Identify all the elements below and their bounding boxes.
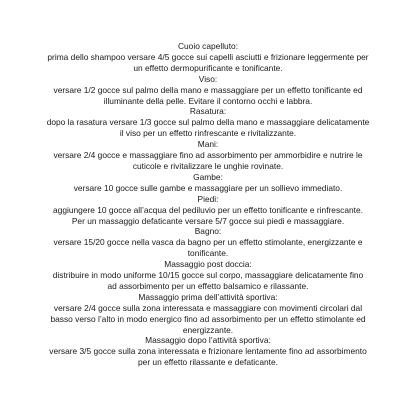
section-text-line: ad assorbimento per un effetto balsamico e rilassante. [107,280,309,291]
section-text-line: versare 10 gocce sulle gambe e massaggiare per un sollievo immediato. [73,182,343,193]
section-text-line: per un effetto rilassante e defaticante. [138,357,278,368]
instructions-document [0,41,416,368]
section-heading: Gambe: [193,171,223,182]
section-text-line: prima dello shampoo versare 4/5 gocce sui capelli asciutti e frizionare leggermente per [47,51,369,62]
section-heading: Cuoio capelluto: [177,41,239,51]
section-text-line: un effetto dermopurificante e tonificante. [133,62,283,73]
section-text-line: versare 1/2 gocce sul palmo della mano e massaggiare per un effetto tonificante ed [53,84,363,95]
section-heading: Massaggio prima dell’attività sportiva: [138,291,278,302]
section-text-line: energizzante. [182,324,234,335]
section-text-line: dopo la rasatura versare 1/3 gocce sul palmo della mano e massaggiare delicatamente [46,117,370,128]
section-text-line: versare 2/4 gocce e massaggiare fino ad assorbimento per ammorbidire e nutrire le [53,150,363,161]
section-text-line: tonificante. [187,248,229,259]
section-heading: Bagno: [194,226,222,237]
section-heading: Rasatura: [189,106,227,117]
section-text-line: il viso per un effetto rinfrescante e rivitalizzante. [119,128,297,139]
section-text-line: distribuire in modo uniforme 10/15 gocce sul corpo, massaggiare delicatamente fino [52,270,364,281]
section-text-line: aggiungere 10 gocce all’acqua del pediluvio per un effetto tonificante e rinfrescante. [53,204,363,215]
section-heading: Mani: [197,139,219,150]
section-heading: Massaggio post doccia: [164,259,252,270]
section-text-line: versare 15/20 gocce nella vasca da bagno per un effetto stimolante, energizzante e [53,237,363,248]
section-text-line: illuminante della pelle. Evitare il contorno occhi e labbra. [103,95,313,106]
section-text-line: cuticole e rivitalizzare le unghie rovinate. [132,160,284,171]
section-heading: Viso: [198,73,218,84]
section-heading: Piedi: [197,193,219,204]
section-heading: Massaggio dopo l’attività sportiva: [145,335,271,346]
section-text-line: basso verso l’alto in modo energico fino ad assorbimento per un effetto stimolante ed [50,313,366,324]
section-text-line: versare 2/4 gocce sulla zona interessata e massaggiare con movimenti circolari dal [53,302,363,313]
section-text-line: versare 3/5 gocce sulla zona interessata e frizionare lentamente fino ad assorbimento [49,346,367,357]
section-text-line: Per un massaggio defaticante versare 5/7 gocce sui piedi e massaggiare. [71,215,345,226]
